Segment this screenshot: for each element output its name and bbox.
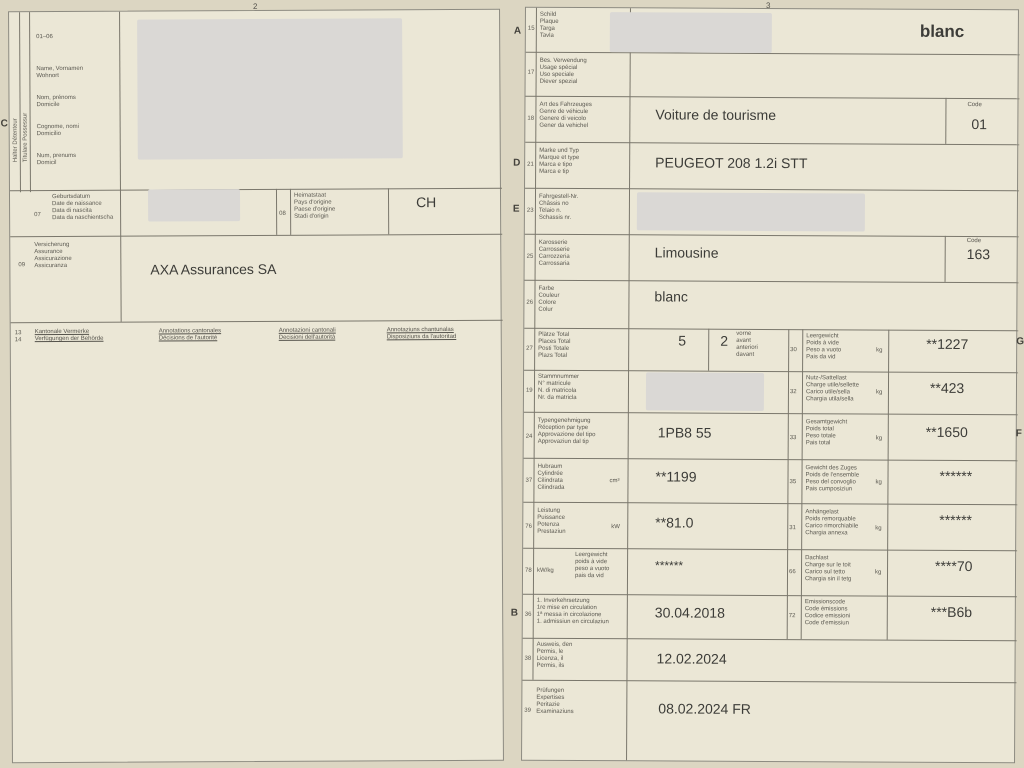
vehicle-kind-label: Art des Fahrzeuges Genre de véhicule Genere di veicolo Gener da vehichel <box>539 101 592 130</box>
towing-load-label: Anhängelast Poids remorquable Carico rimorchiabile Chargia annexa <box>805 509 859 537</box>
body-label: Karosserie Carrosserie Carrozzeria Carrossaria <box>538 239 570 267</box>
type-approval-label: Typengenehmigung Réception par type Approvazione del tipo Approvaziun dal tip <box>537 417 596 446</box>
displacement-label: Hubraum Cylindrée Cilindrata Cilindrada <box>537 463 565 491</box>
holder-vertical-label: Titulare Possessur <box>22 112 29 163</box>
side-letter: E <box>512 203 520 215</box>
field-number: 66 <box>789 569 796 576</box>
redacted-birthdate <box>148 189 240 221</box>
plate-label: Schild Plaque Targa Tavla <box>539 11 559 39</box>
vehicle-kind-code: 01 <box>971 116 987 133</box>
first-registration-value: 30.04.2018 <box>654 604 725 621</box>
side-letter: A <box>513 25 522 37</box>
unit-label: kg <box>875 525 882 532</box>
field-number: 30 <box>790 347 797 354</box>
total-weight-value: **1650 <box>925 423 968 441</box>
seats-front-label: vorne avant anteriori davant <box>736 330 758 358</box>
emission-code-label: Emissionscode Code émissions Codice emissioni Code d'emissiun <box>804 599 851 627</box>
side-letter: F <box>1015 428 1022 440</box>
train-weight-value: ****** <box>939 467 973 485</box>
redacted-chassis-number <box>637 192 865 231</box>
empty-weight-label: Leergewicht Poids à vide Peso a vuoto Pais da vid <box>806 333 842 361</box>
field-number: 39 <box>524 707 531 714</box>
unit-label: kg <box>876 347 883 354</box>
redacted-plate <box>610 12 772 53</box>
make-type-value: PEUGEOT 208 1.2i STT <box>655 154 808 172</box>
code-label: Code <box>967 102 982 109</box>
inspection-label: Prüfungen Expertises Peritazie Examinaziuns <box>536 687 574 715</box>
field-number: 72 <box>788 613 796 620</box>
field-number: 37 <box>525 477 533 484</box>
field-number: 36 <box>524 611 532 618</box>
field-number: 09 <box>18 262 26 269</box>
chassis-label: Fahrgestell-Nr. Châssis no Telaio n. Schassis nr. <box>538 193 579 221</box>
seats-front-value: 2 <box>720 332 729 349</box>
color-value: blanc <box>654 288 688 305</box>
field-number: 27 <box>526 345 533 352</box>
side-letter: G <box>1016 336 1024 348</box>
seats-total-value: 5 <box>678 332 687 349</box>
total-weight-label: Gesamtgewicht Poids total Peso totale Pais total <box>805 419 848 447</box>
field-number: 08 <box>279 210 286 217</box>
birth-label: Geburtsdatum Date de naissance Data di nascita Data da naschientscha <box>51 193 114 222</box>
field-number: 31 <box>789 525 796 532</box>
issued-date-value: 12.02.2024 <box>656 650 727 667</box>
issued-label: Ausweis, den Permis, le Licenza, il Permis, ils <box>536 641 573 669</box>
cantonal-header: Annotazioni cantonali Decisioni dell'autorità <box>278 327 336 341</box>
redacted-holder <box>137 18 403 159</box>
origin-label: Heimatstaat Pays d'origine Paese d'origine Stadi d'origin <box>293 192 336 220</box>
body-code: 163 <box>966 246 991 263</box>
right-page <box>510 0 1024 764</box>
power-value: **81.0 <box>655 514 694 531</box>
make-type-label: Marke und Typ Marque et type Marca e tipo Marca e tip <box>539 147 580 175</box>
unit-label: cm³ <box>609 478 620 485</box>
unit-label: kg <box>875 569 882 576</box>
left-page <box>0 1 504 764</box>
power-weight-value: ****** <box>655 558 684 573</box>
field-number: 33 <box>789 435 797 442</box>
body-value: Limousine <box>654 244 719 261</box>
seats-label: Plätze Total Places Total Posti Totale Plazs Total <box>538 331 571 359</box>
field-number: 38 <box>524 655 532 662</box>
side-letter: B <box>510 607 519 619</box>
field-number: 21 <box>527 161 534 168</box>
holder-vertical-label: Halter Détenteur <box>12 118 19 163</box>
holder-label: Cognome, nomi Domicilio <box>36 123 80 138</box>
registry-number-label: Stammnummer N° matricule N. di matricola Nr. da matricla <box>537 373 580 401</box>
plate-color-value: blanc <box>919 21 965 42</box>
field-number: 32 <box>789 389 797 396</box>
redacted-registry-number <box>646 372 764 411</box>
field-number: 18 <box>527 115 535 122</box>
power-label: Leistung Puissance Potenza Prestaziun <box>537 507 566 535</box>
unit-label: kg <box>875 389 883 396</box>
field-number: 15 <box>527 25 535 32</box>
insurance-label: Versicherung Assurance Assicurazione Assicuranza <box>34 241 72 270</box>
holder-label: Num, prenums Domicil <box>36 152 77 167</box>
field-number: 35 <box>789 479 797 486</box>
type-approval-value: 1PB8 55 <box>657 424 712 441</box>
special-use-label: Bes. Verwendung Usage spécial Uso speciale Diever spezial <box>539 57 587 85</box>
payload-value: **423 <box>929 379 965 397</box>
holder-label: Name, Vornamen Wohnort <box>36 65 84 80</box>
field-number: 07 <box>34 212 41 219</box>
towing-load-value: ****** <box>939 511 973 529</box>
train-weight-label: Gewicht des Zuges Poids de l'ensemble Peso del convoglio Pais cumposiziun <box>805 465 860 493</box>
margin-letter: C <box>0 118 8 130</box>
color-label: Farbe Couleur Colore Colur <box>538 285 560 313</box>
roof-load-value: ****70 <box>935 557 973 575</box>
field-number: 24 <box>525 433 533 440</box>
power-weight-label: kW/kg <box>537 567 554 574</box>
page-number: 3 <box>765 0 771 10</box>
holder-code: 01–06 <box>36 34 53 41</box>
side-letter: D <box>513 157 521 169</box>
unit-label: kg <box>875 479 882 486</box>
power-weight-sub-label: Leergewicht poids à vide peso a vuoto pais da vid <box>574 551 610 580</box>
payload-label: Nutz-/Sattellast Charge utile/sellette Carico utile/sella Chargia utila/sella <box>805 375 860 403</box>
unit-label: kg <box>875 435 883 442</box>
field-number: 17 <box>527 69 535 76</box>
field-number: 78 <box>525 567 532 574</box>
cantonal-header: Annotations cantonales Décisions de l'autorité <box>158 328 222 342</box>
emission-code-value: ***B6b <box>930 603 973 621</box>
field-number: 26 <box>526 299 534 306</box>
displacement-value: **1199 <box>655 468 697 485</box>
first-registration-label: 1. Inverkehrsetzung 1re mise en circulation 1ª messa in circolazione 1. admissiun en circulaziun <box>536 597 609 626</box>
cantonal-header: Annotaziuns chantunalas Disposiziuns da l'autoritad <box>386 326 457 341</box>
page-number: 2 <box>252 1 258 12</box>
inspection-value: 08.02.2024 FR <box>658 700 751 717</box>
field-number: 13 14 <box>14 330 22 344</box>
unit-label: kW <box>611 524 620 531</box>
code-label: Code <box>966 238 982 245</box>
field-number: 19 <box>525 387 533 394</box>
origin-value: CH <box>415 194 437 211</box>
holder-label: Nom, prénoms Domicile <box>36 94 76 109</box>
insurance-value: AXA Assurances SA <box>150 260 277 278</box>
field-number: 76 <box>525 523 532 530</box>
vehicle-kind-value: Voiture de tourisme <box>655 106 777 124</box>
empty-weight-value: **1227 <box>926 335 969 353</box>
roof-load-label: Dachlast Charge sur le toit Carico sul tetto Chargia sin il tetg <box>804 555 852 583</box>
field-number: 23 <box>526 207 534 214</box>
field-number: 25 <box>526 253 534 260</box>
cantonal-header: Kantonale Vermerke Verfügungen der Behörde <box>34 328 104 343</box>
